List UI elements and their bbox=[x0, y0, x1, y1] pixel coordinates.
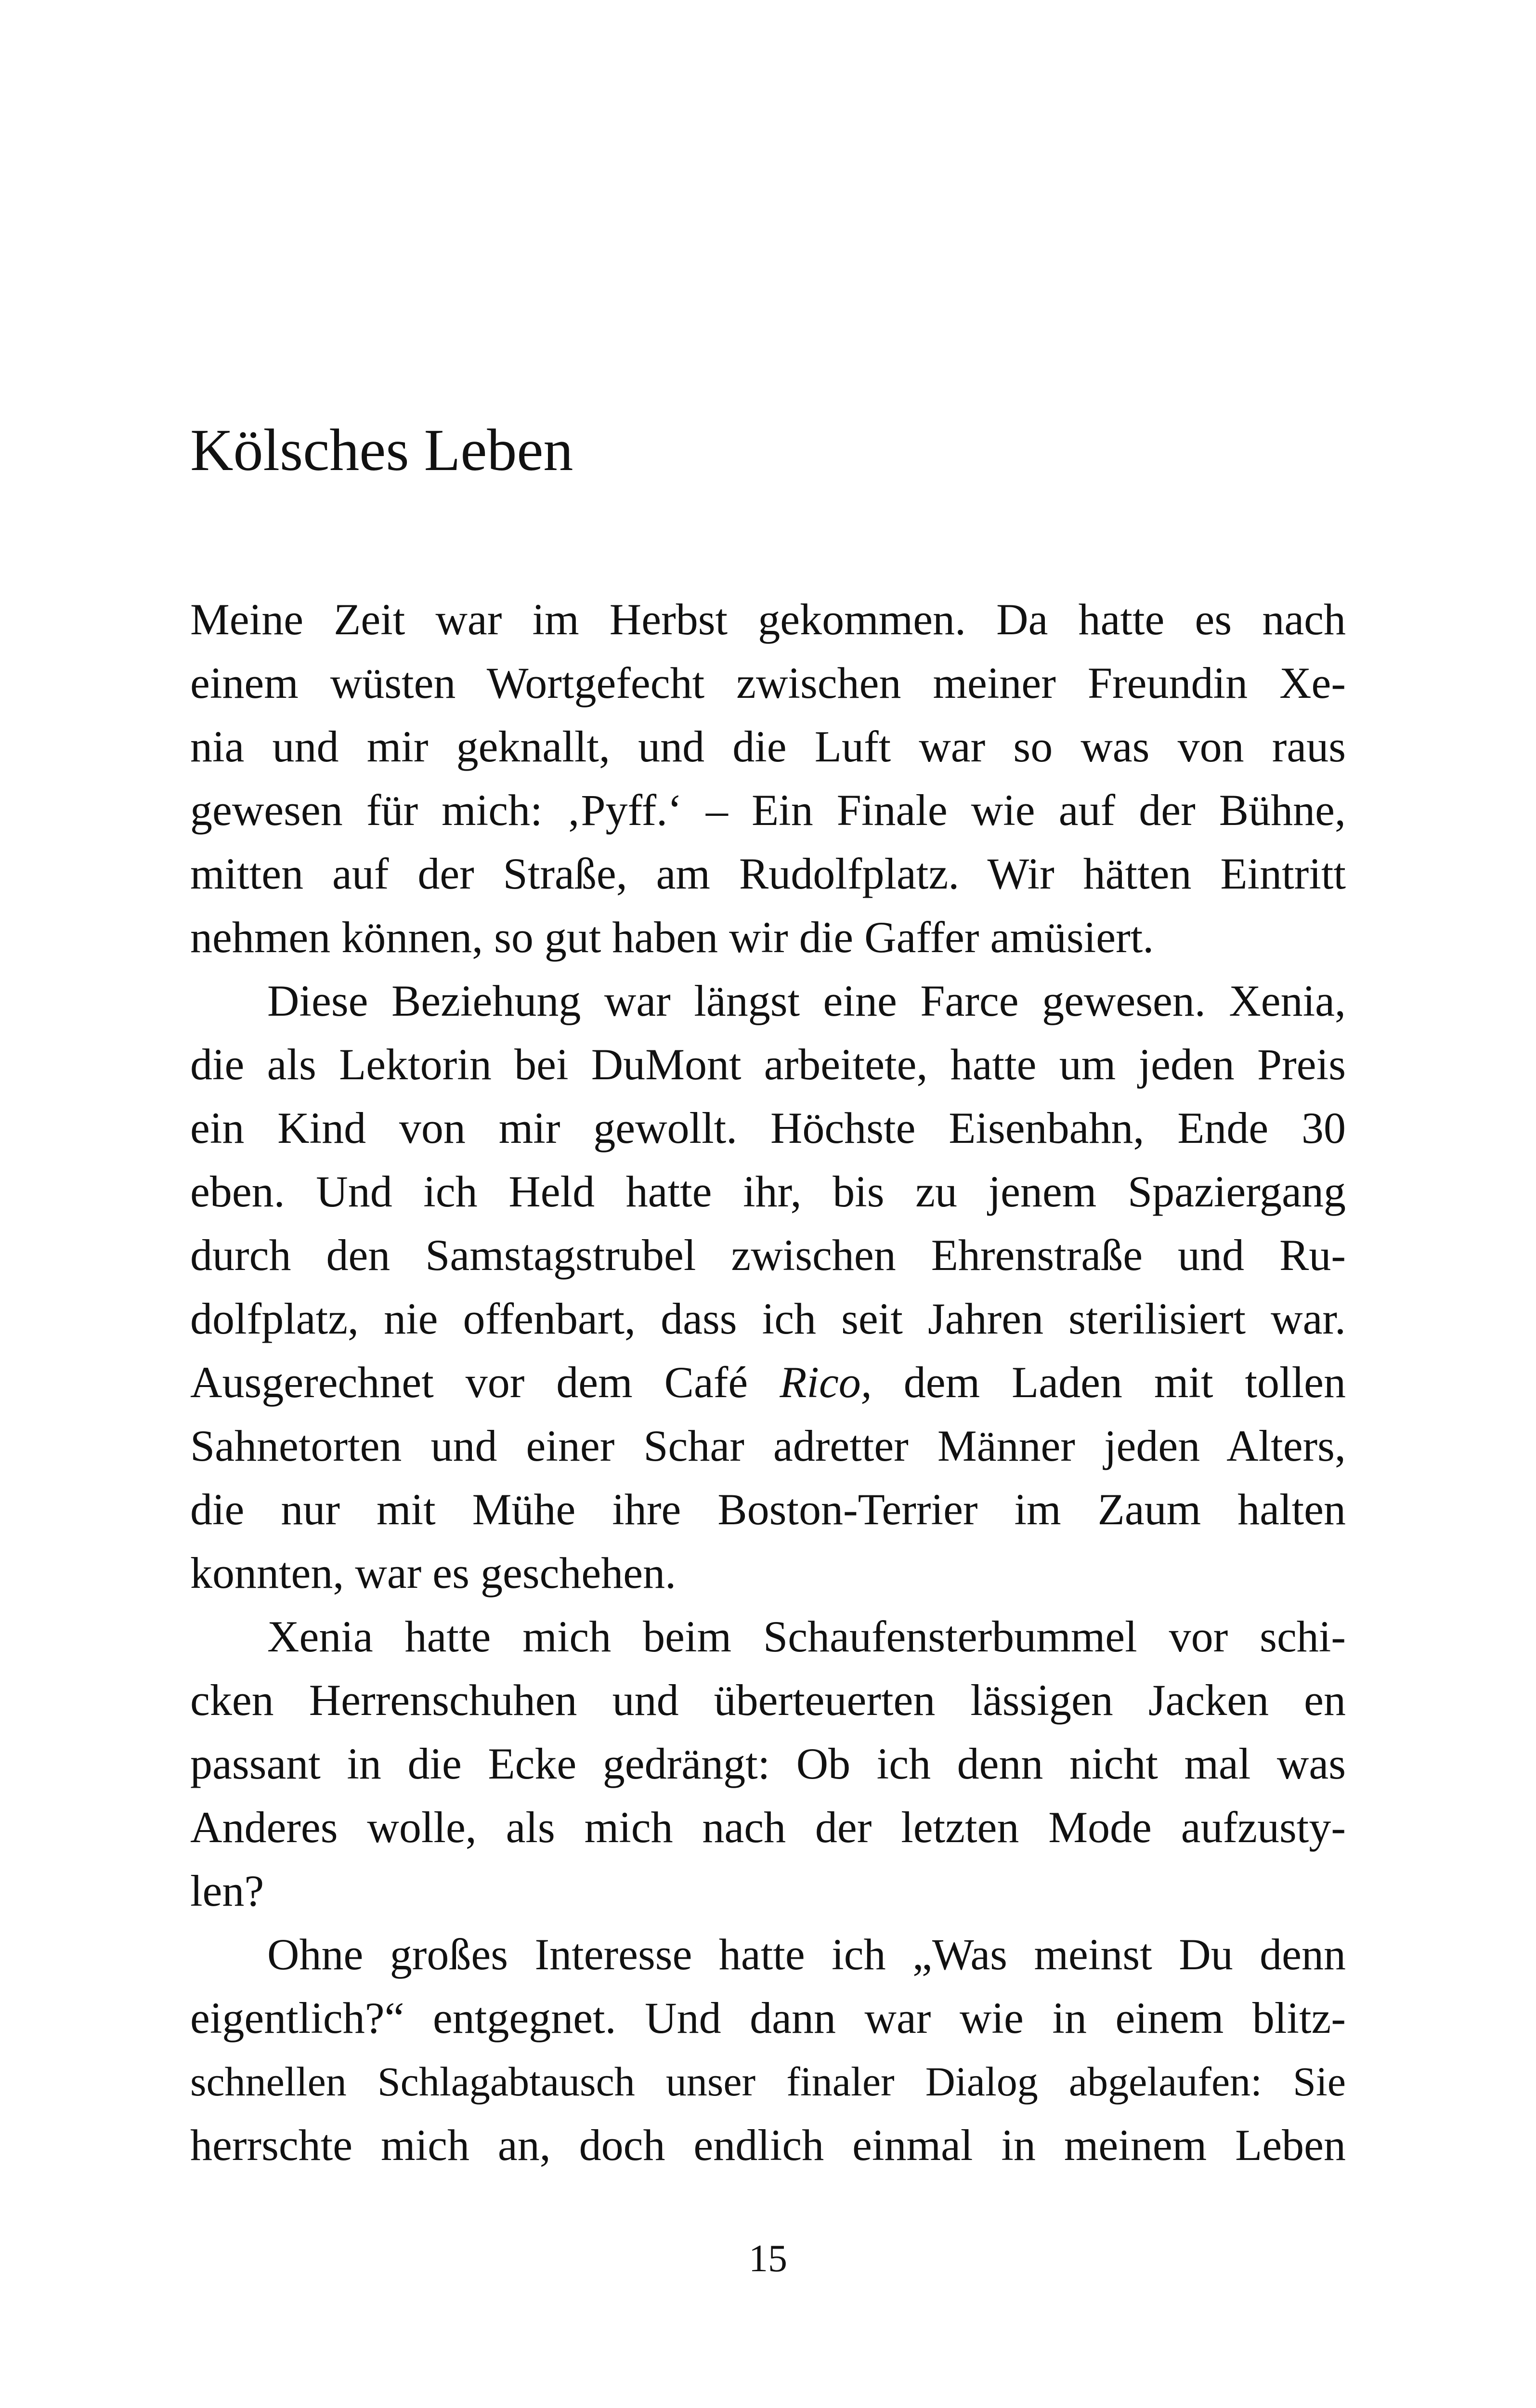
text-line: Sahnetorten und einer Schar adretter Männer jeden Alters, bbox=[190, 1421, 1346, 1470]
body-text bbox=[190, 588, 1346, 2177]
text-line: mitten auf der Straße, am Rudolfplatz. Wir hätten Eintritt bbox=[190, 849, 1346, 898]
text-segment: dem Laden mit tollen bbox=[872, 1358, 1346, 1407]
page-number: 15 bbox=[749, 2238, 787, 2280]
text-line: durch den Samstagstrubel zwischen Ehrenstraße und Ru- bbox=[190, 1230, 1346, 1280]
text-line: nia und mir geknallt, und die Luft war so was von raus bbox=[190, 722, 1346, 771]
text-line: Xenia hatte mich beim Schaufensterbummel vor schi- bbox=[267, 1612, 1346, 1661]
text-segment: Ausgerechnet vor dem Café bbox=[190, 1358, 780, 1407]
text-line: einem wüsten Wortgefecht zwischen meiner Freundin Xe- bbox=[190, 658, 1346, 707]
text-line: eigentlich?“ entgegnet. Und dann war wie in einem blitz- bbox=[190, 1993, 1346, 2042]
text-line: Ohne großes Interesse hatte ich „Was meinst Du denn bbox=[267, 1930, 1346, 1979]
text-line: passant in die Ecke gedrängt: Ob ich denn nicht mal was bbox=[190, 1739, 1346, 1788]
cafe-name-italic: Rico, bbox=[780, 1358, 872, 1407]
text-line: die nur mit Mühe ihre Boston-Terrier im Zaum halten bbox=[190, 1485, 1346, 1534]
text-line: gewesen für mich: ‚Pyff.‘ – Ein Finale wie auf der Bühne, bbox=[190, 785, 1346, 835]
text-line: ein Kind von mir gewollt. Höchste Eisenbahn, Ende 30 bbox=[190, 1103, 1346, 1152]
chapter-title: Kölsches Leben bbox=[190, 417, 573, 483]
text-line: len? bbox=[190, 1866, 264, 1915]
text-line: Diese Beziehung war längst eine Farce gewesen. Xenia, bbox=[267, 976, 1346, 1025]
text-line: konnten, war es geschehen. bbox=[190, 1548, 677, 1597]
text-line: cken Herrenschuhen und überteuerten lässigen Jacken en bbox=[190, 1675, 1346, 1725]
text-line: die als Lektorin bei DuMont arbeitete, hatte um jeden Preis bbox=[190, 1040, 1346, 1089]
text-line: dolfplatz, nie offenbart, dass ich seit Jahren sterilisiert war. bbox=[190, 1294, 1346, 1343]
text-line: Meine Zeit war im Herbst gekommen. Da hatte es nach bbox=[190, 595, 1346, 644]
text-line: nehmen können, so gut haben wir die Gaffer amüsiert. bbox=[190, 913, 1154, 962]
text-line: herrschte mich an, doch endlich einmal in meinem Leben bbox=[190, 2120, 1346, 2170]
text-line: eben. Und ich Held hatte ihr, bis zu jenem Spaziergang bbox=[190, 1167, 1346, 1216]
text-line: schnellen Schlagabtausch unser finaler Dialog abgelaufen: Sie bbox=[190, 2058, 1346, 2105]
text-line: Anderes wolle, als mich nach der letzten Mode aufzusty- bbox=[190, 1803, 1346, 1852]
text-line bbox=[190, 1350, 1346, 1414]
